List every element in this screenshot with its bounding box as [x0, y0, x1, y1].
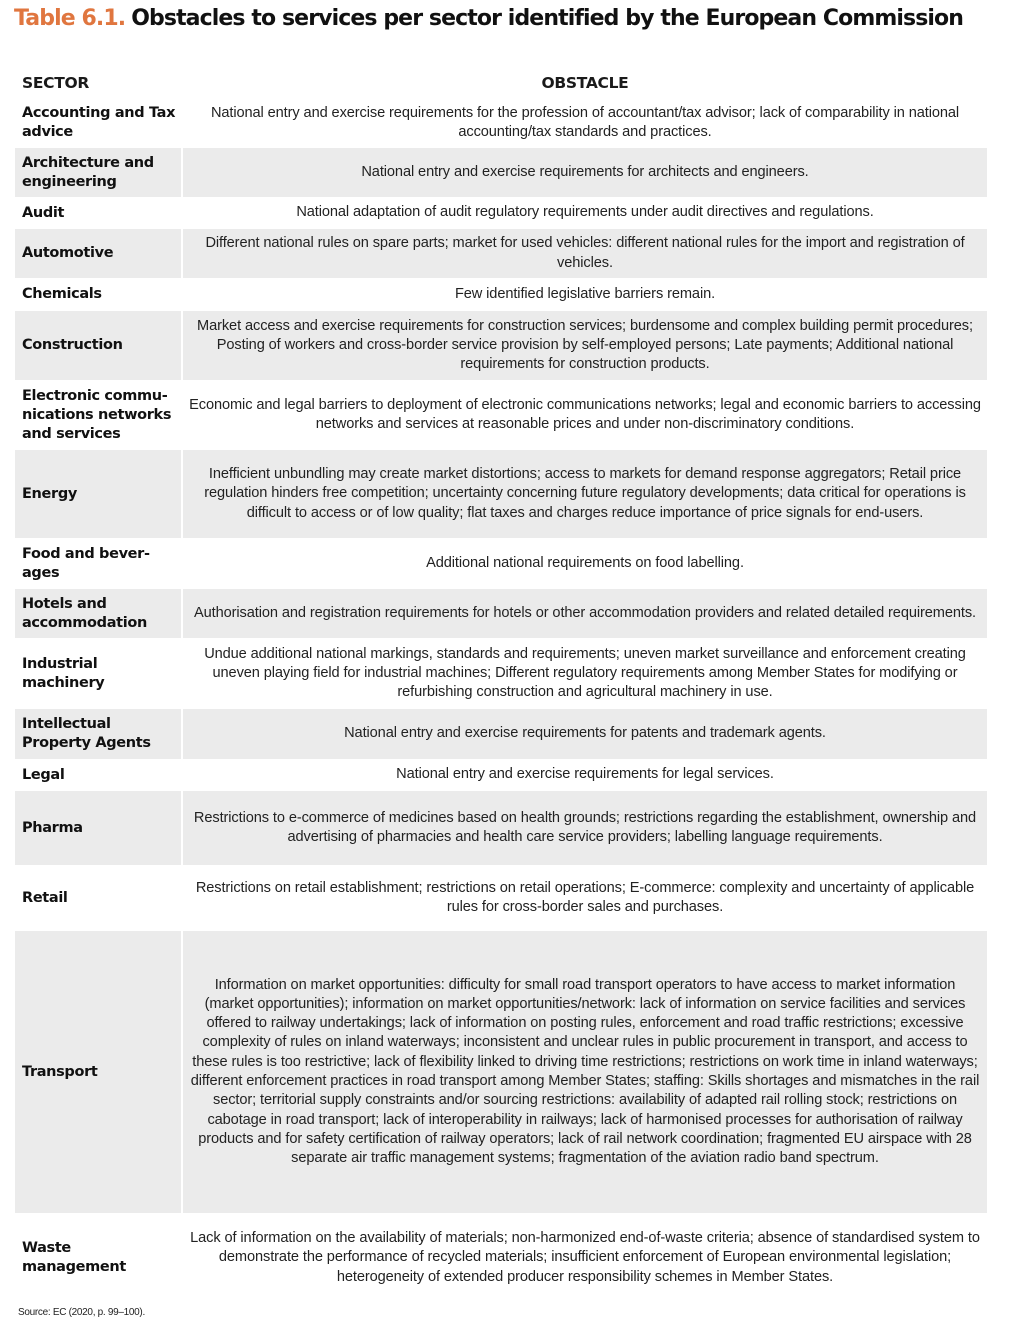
obstacle-cell: National entry and exercise requirements for legal services. [396, 766, 774, 783]
sector-cell: Construction [15, 311, 181, 380]
obstacle-cell: Restrictions to e-commerce of medicines based on health grounds; restrictions regarding the establishment, ownership and advertising of pharmacies and health care service providers; labelling language requirements. [183, 791, 987, 865]
obstacle-cell: Authorisation and registration requirements for hotels or other accommodation providers and related detailed requirements. [183, 589, 987, 638]
obstacle-cell: Lack of information on the availability of materials; non-harmonized end-of-waste criteria; absence of standardised system to demonstrate the performance of recycled materials; insufficient enforcement of European environmental legislation; heterogeneity of extended producer responsibility schemes in Member States. [190, 1230, 980, 1285]
sector-cell: Energy [15, 450, 181, 538]
table-row [15, 380, 987, 450]
sector-cell: Food and beverages [22, 545, 150, 581]
sector-cell: Intellectual Property Agents [15, 709, 181, 759]
source-note: Source: EC (2020, p. 99–100). [18, 1307, 145, 1318]
table-row [15, 450, 987, 538]
obstacle-cell: Restrictions on retail establishment; restrictions on retail operations; E-commerce: complexity and uncertainty of applicable rules for cross-border sales and purchases. [195, 879, 975, 915]
table-header-row [15, 68, 987, 98]
table-row [15, 791, 987, 865]
sector-cell: Accounting and Tax advice [22, 105, 176, 140]
sector-cell: Automotive [15, 229, 181, 278]
obstacle-cell: Different national rules on spare parts; market for used vehicles: different national rules for the import and registration of vehicles. [183, 229, 987, 278]
obstacle-cell: Information on market opportunities: difficulty for small road transport operators to have access to market information (market opportunities); information on market opportunities/network: lack of information on service facilities and services offered to railway undertakings; lack of information on posting rules, enforcement and road traffic restrictions; excessive complexity of rules on inland waterways; inconsistent and unclear rules in public procurement in transport, and access to these rules is too restrictive; lack of flexibility linked to driving time restrictions; restrictions on work time in inland waterways; different enforcement practices in road transport among Member States; staffing: Skills shortages and mismatches in the rail sector; territorial supply constraints and/or sourcing restrictions: availability of adapted rail rolling stock; restrictions on cabotage in road transport; lack of interoperability in railways; lack of harmonised processes for authorisation of railway products and for safety certification of railway operators; lack of rail network coordination; fragmented EU airspace with 28 separate air traffic management systems; fragmentation of the aviation radio band spectrum. [183, 931, 987, 1213]
table-title-text: Obstacles to services per sector identified by the European Commission [131, 6, 964, 31]
sector-cell: Electronic communications networks and services [22, 387, 172, 442]
sector-cell: Pharma [15, 791, 181, 865]
obstacle-cell: Market access and exercise requirements for construction services; burdensome and complex building permit procedures; Posting of workers and cross-border service provision by self-employed persons; Late payments; Additional national requirements for construction products. [183, 311, 987, 380]
table-title [14, 6, 963, 31]
table-row [15, 538, 987, 589]
sector-cell: Audit [22, 204, 65, 221]
table-row [15, 311, 987, 380]
obstacles-table [15, 68, 987, 1303]
table-number: Table 6.1. [14, 6, 126, 31]
table-row [15, 98, 987, 148]
table-row [15, 709, 987, 759]
sector-cell: Waste management [22, 1240, 126, 1275]
obstacle-cell: Few identified legislative barriers remain. [454, 285, 716, 302]
obstacle-cell: National entry and exercise requirements for architects and engineers. [183, 148, 987, 197]
table-row [15, 931, 987, 1213]
sector-cell: Transport [15, 931, 181, 1213]
obstacle-cell: Inefficient unbundling may create market distortions; access to markets for demand response aggregators; Retail price regulation hinders free competition; uncertainty concerning future regulatory developments; data critical for operations is difficult to access or of low quality; flat taxes and charges reduce importance of price signals for end-users. [183, 450, 987, 538]
table-row [15, 278, 987, 311]
table-row [15, 148, 987, 197]
sector-cell: Retail [22, 889, 68, 906]
obstacle-cell: Additional national requirements on food labelling. [426, 554, 744, 571]
sector-cell: Chemicals [22, 286, 102, 302]
obstacle-cell: National entry and exercise requirements for the profession of accountant/tax advisor; lack of comparability in national accounting/tax standards and practices. [210, 104, 960, 140]
table-row [15, 759, 987, 791]
table-row [15, 197, 987, 229]
sector-cell: Industrial machinery [22, 655, 105, 691]
table-row [15, 229, 987, 278]
table-row [15, 1213, 987, 1303]
column-header-sector: SECTOR [22, 74, 90, 92]
column-header-obstacle: OBSTACLE [541, 74, 629, 92]
obstacle-cell: Economic and legal barriers to deployment of electronic communications networks; legal and economic barriers to accessing networks and services at reasonable prices and under non-discriminatory conditions. [189, 396, 981, 432]
sector-cell: Architecture and engineering [15, 148, 181, 197]
obstacle-cell: Undue additional national markings, standards and requirements; uneven market surveillance and enforcement creating uneven playing field for industrial machines; Different regulatory requirements among Member States for modifying or refurbishing construction and agricultural machinery in use. [204, 645, 966, 701]
table-row [15, 865, 987, 931]
sector-cell: Legal [22, 766, 65, 783]
obstacle-cell: National entry and exercise requirements for patents and trademark agents. [183, 709, 987, 759]
table-row [15, 589, 987, 638]
sector-cell: Hotels and accommodation [15, 589, 181, 638]
obstacle-cell: National adaptation of audit regulatory requirements under audit directives and regulations. [296, 204, 874, 221]
table-row [15, 638, 987, 709]
